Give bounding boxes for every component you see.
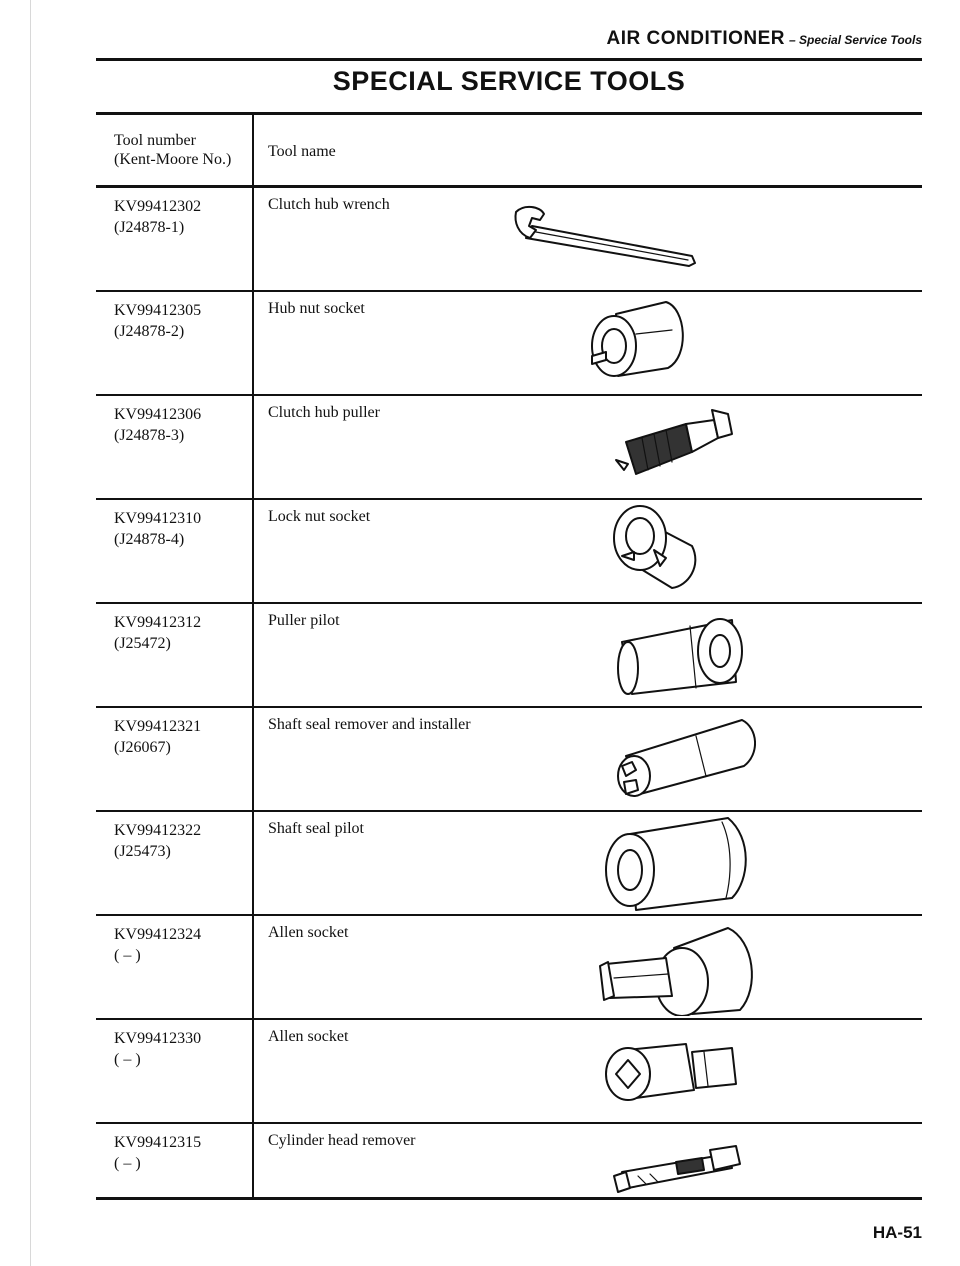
tool-name: Puller pilot <box>268 612 340 629</box>
table-row <box>96 188 922 290</box>
page-title: SPECIAL SERVICE TOOLS <box>332 66 686 96</box>
tool-name: Shaft seal remover and installer <box>268 716 471 733</box>
tool-number-cell <box>114 508 201 550</box>
header-section: AIR CONDITIONER <box>606 28 786 49</box>
kent-moore-number: (J24878-2) <box>114 323 185 340</box>
tool-number-cell <box>114 924 201 966</box>
tool-number: KV99412306 <box>114 406 202 423</box>
kent-moore-number: (J24878-4) <box>114 531 185 548</box>
tool-name: Cylinder head remover <box>268 1132 416 1149</box>
table-row <box>96 1122 922 1226</box>
tool-number: KV99412321 <box>114 718 202 735</box>
tool-name: Lock nut socket <box>268 508 371 525</box>
tool-number: KV99412302 <box>114 198 202 215</box>
table-row <box>96 602 922 706</box>
kent-moore-number: (J25473) <box>114 843 171 860</box>
header-tool-number <box>114 131 231 169</box>
header-tool-number-line1: Tool number <box>114 132 196 149</box>
table-header-row <box>96 115 922 188</box>
tool-number: KV99412305 <box>114 302 202 319</box>
cylinder-head-remover-icon <box>496 1126 756 1224</box>
kent-moore-number: (J25472) <box>114 635 171 652</box>
kent-moore-number: ( – ) <box>114 1051 141 1068</box>
kent-moore-number: ( – ) <box>114 1155 141 1172</box>
allen-socket-small-icon <box>496 1022 756 1120</box>
tool-number: KV99412324 <box>114 926 202 943</box>
tool-number-cell <box>114 404 201 446</box>
tool-number-cell <box>114 196 201 238</box>
shaft-seal-remover-icon <box>496 710 756 808</box>
table-row <box>96 498 922 602</box>
kent-moore-number: (J24878-3) <box>114 427 185 444</box>
table-row <box>96 914 922 1018</box>
hub-nut-socket-icon <box>496 294 756 392</box>
tool-number: KV99412312 <box>114 614 202 631</box>
table-row <box>96 394 922 498</box>
tool-number-cell <box>114 300 201 342</box>
header-subsection: – Special Service Tools <box>789 33 922 47</box>
header-tool-number-line2: (Kent-Moore No.) <box>114 151 232 168</box>
table-row <box>96 810 922 914</box>
kent-moore-number: (J26067) <box>114 739 171 756</box>
tool-number-cell <box>114 820 201 862</box>
page-number: HA-51 <box>872 1223 922 1242</box>
table-row <box>96 1018 922 1122</box>
table-row <box>96 706 922 810</box>
tool-number-cell <box>114 716 201 758</box>
clutch-hub-wrench-icon <box>496 190 756 288</box>
allen-socket-large-icon <box>496 918 756 1016</box>
header-tool-name: Tool name <box>268 143 336 160</box>
tool-name: Clutch hub wrench <box>268 196 390 213</box>
tool-number-cell <box>114 612 201 654</box>
tool-number: KV99412315 <box>114 1134 202 1151</box>
shaft-seal-pilot-icon <box>496 814 756 912</box>
tool-number-cell <box>114 1028 201 1070</box>
clutch-hub-puller-icon <box>496 398 756 496</box>
tool-number: KV99412322 <box>114 822 202 839</box>
scan-margin-line <box>30 0 31 1266</box>
special-tools-table <box>96 112 922 1200</box>
tool-number: KV99412330 <box>114 1030 202 1047</box>
kent-moore-number: ( – ) <box>114 947 141 964</box>
puller-pilot-icon <box>496 606 756 704</box>
tool-name: Clutch hub puller <box>268 404 380 421</box>
tool-number-cell <box>114 1132 201 1174</box>
tool-name: Hub nut socket <box>268 300 365 317</box>
running-header <box>96 28 922 61</box>
tool-name: Allen socket <box>268 924 349 941</box>
tool-name: Shaft seal pilot <box>268 820 364 837</box>
tool-number: KV99412310 <box>114 510 202 527</box>
tool-name: Allen socket <box>268 1028 349 1045</box>
table-row <box>96 290 922 394</box>
kent-moore-number: (J24878-1) <box>114 219 185 236</box>
lock-nut-socket-icon <box>496 502 756 600</box>
